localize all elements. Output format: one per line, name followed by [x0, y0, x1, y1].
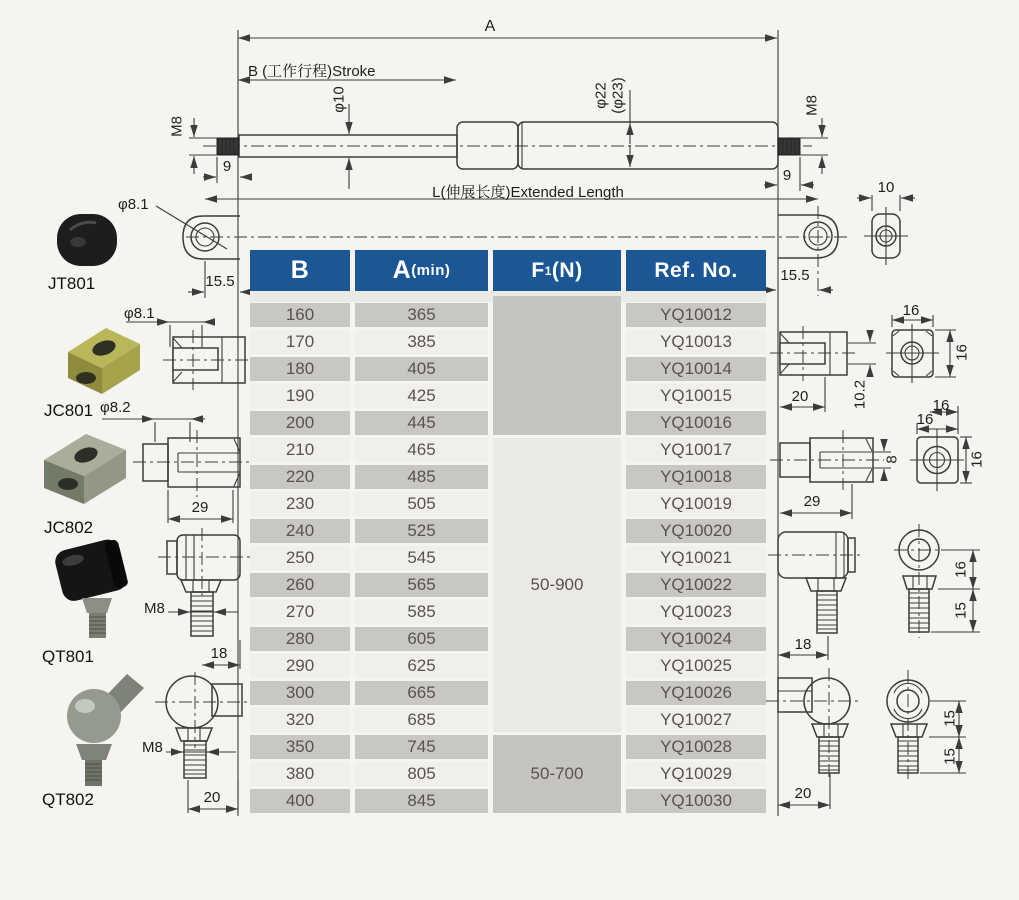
- table-cell-ref-no: YQ10028: [626, 735, 766, 759]
- table-cell-a-min: 845: [355, 789, 488, 813]
- dim-label-phi23: (φ23): [609, 77, 627, 114]
- table-cell-b: 220: [250, 465, 350, 489]
- table-cell-b: 160: [250, 303, 350, 327]
- dim-label-9-left: 9: [222, 158, 232, 175]
- table-cell-ref-no: YQ10027: [626, 708, 766, 732]
- table-cell-force-range: 50-700: [493, 735, 621, 813]
- dim-label-16-sq2-b: 16: [932, 397, 950, 414]
- table-cell-ref-no: YQ10023: [626, 600, 766, 624]
- table-cell-b: 280: [250, 627, 350, 651]
- dim-label-m8-qt802: M8: [142, 739, 163, 756]
- table-cell-force-range: [493, 296, 621, 435]
- dim-label-extended-length: L(伸展长度)Extended Length: [432, 184, 624, 201]
- table-cell-b: 270: [250, 600, 350, 624]
- table-cell-a-min: 385: [355, 330, 488, 354]
- table-cell-a-min: 665: [355, 681, 488, 705]
- dim-label-phi22: φ22: [592, 82, 610, 109]
- table-cell-ref-no: YQ10022: [626, 573, 766, 597]
- table-cell-b: 380: [250, 762, 350, 786]
- table-cell-b: 260: [250, 573, 350, 597]
- table-cell-b: 290: [250, 654, 350, 678]
- dim-label-15-qt802-b: 15: [941, 748, 959, 765]
- col-header-ref-no: Ref. No.: [626, 250, 766, 291]
- dim-label-phi8-1-jc801: φ8.1: [124, 305, 155, 322]
- table-cell-a-min: 625: [355, 654, 488, 678]
- table-cell-a-min: 745: [355, 735, 488, 759]
- table-cell-ref-no: YQ10016: [626, 411, 766, 435]
- dim-label-16-sq1-top: 16: [902, 302, 920, 319]
- part-label-jc802: JC802: [44, 518, 94, 537]
- table-cell-ref-no: YQ10014: [626, 357, 766, 381]
- table-cell-a-min: 525: [355, 519, 488, 543]
- table-cell-b: 400: [250, 789, 350, 813]
- dim-label-18-left: 18: [210, 645, 228, 662]
- table-cell-a-min: 605: [355, 627, 488, 651]
- table-cell-a-min: 445: [355, 411, 488, 435]
- table-cell-a-min: 425: [355, 384, 488, 408]
- dim-label-m8-left: M8: [168, 116, 186, 137]
- dim-label-16-sq2-right: 16: [968, 451, 986, 468]
- col-header-a-min: A (min): [355, 250, 488, 291]
- part-label-jt801: JT801: [48, 274, 96, 293]
- table-cell-a-min: 685: [355, 708, 488, 732]
- dim-label-phi8-1-jt801: φ8.1: [118, 196, 149, 213]
- dim-label-20-qt802-right: 20: [794, 785, 812, 802]
- dim-label-15-5-right: 15.5: [780, 267, 810, 284]
- table-cell-a-min: 505: [355, 492, 488, 516]
- dim-label-m8-right: M8: [803, 95, 821, 116]
- dim-label-b-stroke: B (工作行程)Stroke: [248, 63, 376, 80]
- col-header-f1n: F 1 (N): [493, 250, 621, 291]
- table-cell-b: 180: [250, 357, 350, 381]
- dim-label-8-slot: 8: [883, 455, 901, 464]
- table-cell-b: 210: [250, 438, 350, 462]
- table-cell-a-min: 465: [355, 438, 488, 462]
- dim-label-16-qt801: 16: [952, 561, 970, 578]
- table-cell-ref-no: YQ10013: [626, 330, 766, 354]
- qt802-photo: [67, 674, 144, 786]
- table-cell-ref-no: YQ10030: [626, 789, 766, 813]
- table-cell-b: 320: [250, 708, 350, 732]
- table-cell-ref-no: YQ10018: [626, 465, 766, 489]
- dim-label-10-2: 10.2: [851, 379, 869, 410]
- table-cell-a-min: 565: [355, 573, 488, 597]
- dim-label-phi10: φ10: [330, 86, 348, 113]
- dim-label-a: A: [484, 18, 496, 35]
- part-label-jc801: JC801: [44, 401, 94, 420]
- table-cell-a-min: 365: [355, 303, 488, 327]
- table-cell-b: 170: [250, 330, 350, 354]
- table-cell-ref-no: YQ10021: [626, 546, 766, 570]
- table-cell-ref-no: YQ10017: [626, 438, 766, 462]
- table-cell-ref-no: YQ10026: [626, 681, 766, 705]
- qt801-photo: [53, 537, 130, 638]
- dim-label-18-right: 18: [794, 636, 812, 653]
- dim-label-phi8-2: φ8.2: [100, 399, 131, 416]
- dim-label-m8-qt801: M8: [144, 600, 165, 617]
- dim-label-15-qt802-a: 15: [941, 710, 959, 727]
- table-cell-a-min: 585: [355, 600, 488, 624]
- dim-label-16-sq2-a: 16: [916, 411, 934, 428]
- table-cell-ref-no: YQ10020: [626, 519, 766, 543]
- table-cell-force-range: 50-900: [493, 438, 621, 732]
- dim-label-15-qt801: 15: [952, 602, 970, 619]
- table-cell-b: 350: [250, 735, 350, 759]
- dim-label-20-qt802-left: 20: [203, 789, 221, 806]
- table-cell-ref-no: YQ10019: [626, 492, 766, 516]
- table-cell-b: 230: [250, 492, 350, 516]
- table-cell-ref-no: YQ10015: [626, 384, 766, 408]
- table-cell-b: 240: [250, 519, 350, 543]
- part-label-qt802: QT802: [42, 790, 94, 809]
- table-cell-ref-no: YQ10024: [626, 627, 766, 651]
- table-cell-a-min: 485: [355, 465, 488, 489]
- dim-label-20-right-clevis: 20: [791, 388, 809, 405]
- dim-label-9-right: 9: [782, 167, 792, 184]
- table-cell-ref-no: YQ10025: [626, 654, 766, 678]
- dim-label-15-5-left: 15.5: [205, 273, 235, 290]
- table-cell-a-min: 405: [355, 357, 488, 381]
- table-cell-a-min: 805: [355, 762, 488, 786]
- spec-table: [250, 250, 766, 813]
- dim-label-29-right: 29: [803, 493, 821, 510]
- table-cell-ref-no: YQ10029: [626, 762, 766, 786]
- dim-label-16-sq1-right: 16: [953, 344, 971, 361]
- jt801-photo: [57, 214, 117, 266]
- table-cell-ref-no: YQ10012: [626, 303, 766, 327]
- part-label-qt801: QT801: [42, 647, 94, 666]
- table-cell-b: 300: [250, 681, 350, 705]
- table-cell-b: 250: [250, 546, 350, 570]
- table-cell-a-min: 545: [355, 546, 488, 570]
- jc802-photo: [44, 434, 126, 504]
- table-cell-b: 190: [250, 384, 350, 408]
- dim-label-29-left: 29: [191, 499, 209, 516]
- table-cell-b: 200: [250, 411, 350, 435]
- dim-label-10-topview: 10: [877, 179, 895, 196]
- col-header-b: B: [250, 250, 350, 291]
- jc801-photo: [68, 328, 140, 394]
